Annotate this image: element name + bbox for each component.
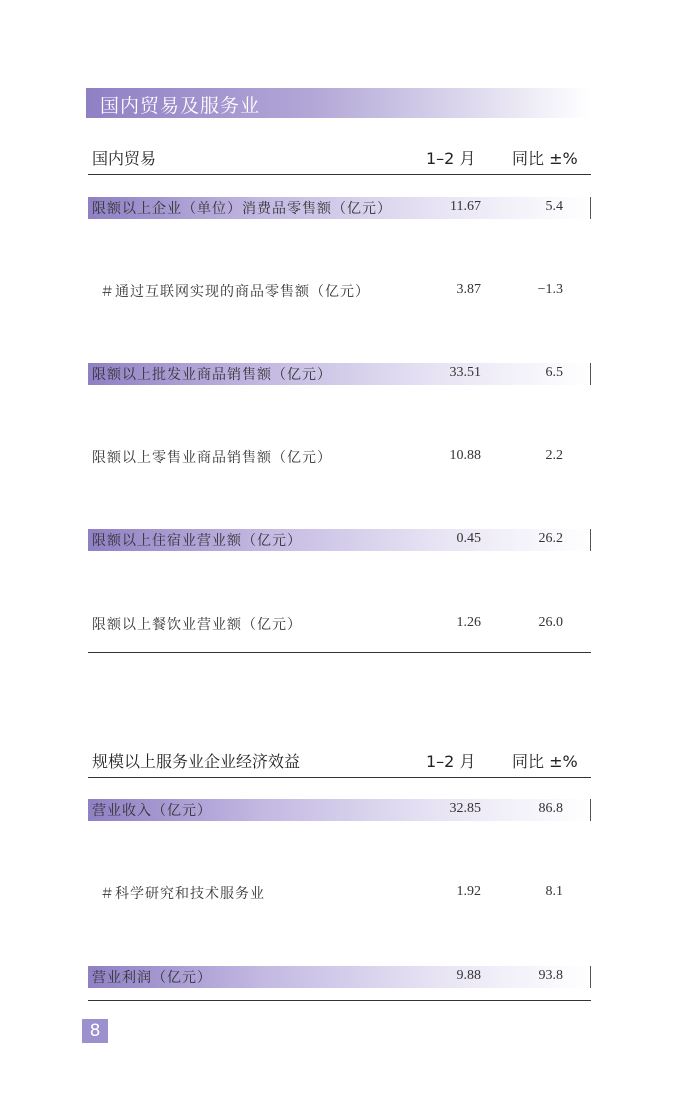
table-row — [88, 799, 591, 821]
row-value: 1.92 — [456, 884, 481, 899]
row-value: 0.45 — [456, 531, 481, 546]
chapter-title: 国内贸易及服务业 — [100, 95, 261, 117]
row-label: ＃科学研究和技术服务业 — [100, 886, 265, 902]
row-label: 限额以上批发业商品销售额（亿元） — [92, 367, 332, 383]
table-row — [88, 363, 591, 385]
row-yoy: 8.1 — [545, 884, 563, 899]
row-label: 限额以上住宿业营业额（亿元） — [92, 533, 302, 549]
table-row — [88, 446, 591, 468]
table-row — [88, 280, 591, 302]
row-value: 1.26 — [456, 615, 481, 630]
row-value: 32.85 — [449, 801, 481, 816]
row-yoy: 86.8 — [538, 801, 563, 816]
row-label: 限额以上零售业商品销售额（亿元） — [92, 450, 332, 466]
table-row — [88, 966, 591, 988]
row-value: 10.88 — [449, 448, 481, 463]
services-header — [88, 747, 591, 778]
table-row — [88, 529, 591, 551]
domestic-trade-header — [88, 144, 591, 175]
chapter-banner — [86, 88, 591, 118]
table-bottom-rule — [88, 1000, 591, 1001]
row-yoy: 5.4 — [545, 199, 563, 214]
row-yoy: 26.2 — [538, 531, 563, 546]
row-value: 33.51 — [449, 365, 481, 380]
row-label: ＃通过互联网实现的商品零售额（亿元） — [100, 284, 370, 300]
table-bottom-rule — [88, 652, 591, 653]
row-label: 限额以上餐饮业营业额（亿元） — [92, 617, 302, 633]
column-header-yoy: 同比 ±% — [512, 752, 578, 771]
column-header-period: 1–2 月 — [426, 149, 476, 168]
row-value: 11.67 — [450, 199, 481, 214]
section-title: 国内贸易 — [92, 149, 157, 168]
row-yoy: 2.2 — [545, 448, 563, 463]
row-value: 3.87 — [456, 282, 481, 297]
page-number: 8 — [82, 1019, 108, 1043]
row-yoy: −1.3 — [537, 282, 563, 297]
row-yoy: 93.8 — [538, 968, 563, 983]
table-row — [88, 613, 591, 635]
table-row — [88, 197, 591, 219]
table-row — [88, 882, 591, 904]
row-yoy: 26.0 — [538, 615, 563, 630]
row-yoy: 6.5 — [545, 365, 563, 380]
row-value: 9.88 — [456, 968, 481, 983]
row-label: 限额以上企业（单位）消费品零售额（亿元） — [92, 201, 392, 217]
column-header-period: 1–2 月 — [426, 752, 476, 771]
column-header-yoy: 同比 ±% — [512, 149, 578, 168]
row-label: 营业利润（亿元） — [92, 970, 212, 986]
row-label: 营业收入（亿元） — [92, 803, 212, 819]
section-title: 规模以上服务业企业经济效益 — [92, 752, 301, 771]
